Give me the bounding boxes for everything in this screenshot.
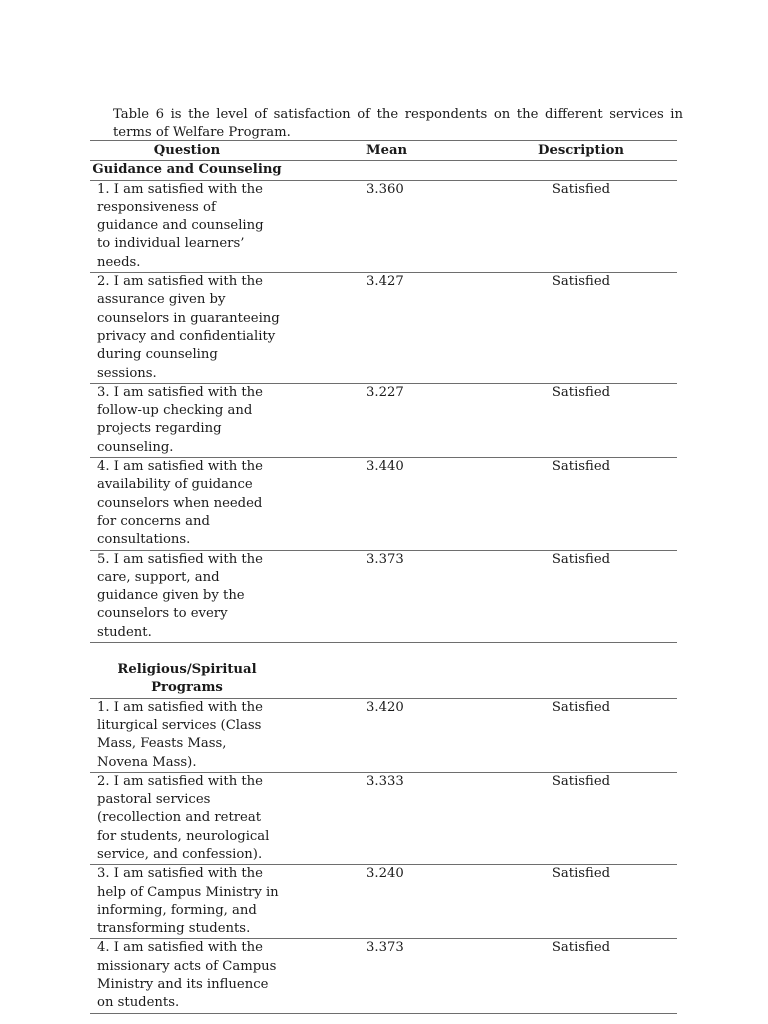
section-title: Guidance and Counseling xyxy=(90,161,284,180)
description-cell: Satisfied xyxy=(485,550,677,642)
description-cell: Satisfied xyxy=(485,698,677,772)
table-caption: Table 6 is the level of satisfaction of the respondents on the different services in terms of Welfare Program. xyxy=(113,107,683,141)
question-cell: 1. I am satisfied with the liturgical services (Class Mass, Feasts Mass, Novena Mass). xyxy=(90,698,284,772)
description-cell: Satisfied xyxy=(485,180,677,272)
table-row xyxy=(90,698,677,772)
mean-cell: 3.440 xyxy=(284,458,485,550)
question-cell: 4. I am satisfied with the missionary acts of Campus Ministry and its influence on students. xyxy=(90,939,284,1013)
question-cell: 2. I am satisfied with the assurance given by counselors in guaranteeing privacy and confidentiality during counseling sessions. xyxy=(90,273,284,384)
description-cell: Satisfied xyxy=(485,865,677,939)
table-row xyxy=(90,458,677,550)
description-cell: Satisfied xyxy=(485,458,677,550)
section-spacer xyxy=(90,643,677,662)
satisfaction-table xyxy=(90,140,677,1014)
section-title: Religious/Spiritual Programs xyxy=(90,661,284,698)
table-row xyxy=(90,939,677,1013)
mean-cell: 3.333 xyxy=(284,772,485,864)
question-cell: 3. I am satisfied with the follow-up checking and projects regarding counseling. xyxy=(90,383,284,457)
table-header-row xyxy=(90,141,677,161)
table-row xyxy=(90,273,677,384)
question-cell: 3. I am satisfied with the help of Campus Ministry in informing, forming, and transforming students. xyxy=(90,865,284,939)
table-row xyxy=(90,550,677,642)
section-header-row xyxy=(90,161,677,180)
table-row xyxy=(90,180,677,272)
mean-cell: 3.240 xyxy=(284,865,485,939)
mean-cell: 3.227 xyxy=(284,383,485,457)
mean-cell: 3.373 xyxy=(284,939,485,1013)
column-header-question: Question xyxy=(90,141,284,161)
question-cell: 2. I am satisfied with the pastoral services (recollection and retreat for students, neurological service, and confession). xyxy=(90,772,284,864)
question-cell: 5. I am satisfied with the care, support, and guidance given by the counselors to every student. xyxy=(90,550,284,642)
description-cell: Satisfied xyxy=(485,939,677,1013)
mean-cell: 3.360 xyxy=(284,180,485,272)
mean-cell: 3.373 xyxy=(284,550,485,642)
table-row xyxy=(90,865,677,939)
question-cell: 1. I am satisfied with the responsiveness of guidance and counseling to individual learners’ needs. xyxy=(90,180,284,272)
description-cell: Satisfied xyxy=(485,273,677,384)
mean-cell: 3.427 xyxy=(284,273,485,384)
description-cell: Satisfied xyxy=(485,383,677,457)
mean-cell: 3.420 xyxy=(284,698,485,772)
table-row xyxy=(90,383,677,457)
description-cell: Satisfied xyxy=(485,772,677,864)
question-cell: 4. I am satisfied with the availability of guidance counselors when needed for concerns and consultations. xyxy=(90,458,284,550)
table-row xyxy=(90,772,677,864)
section-header-row xyxy=(90,661,677,698)
column-header-description: Description xyxy=(485,141,677,161)
column-header-mean: Mean xyxy=(284,141,485,161)
